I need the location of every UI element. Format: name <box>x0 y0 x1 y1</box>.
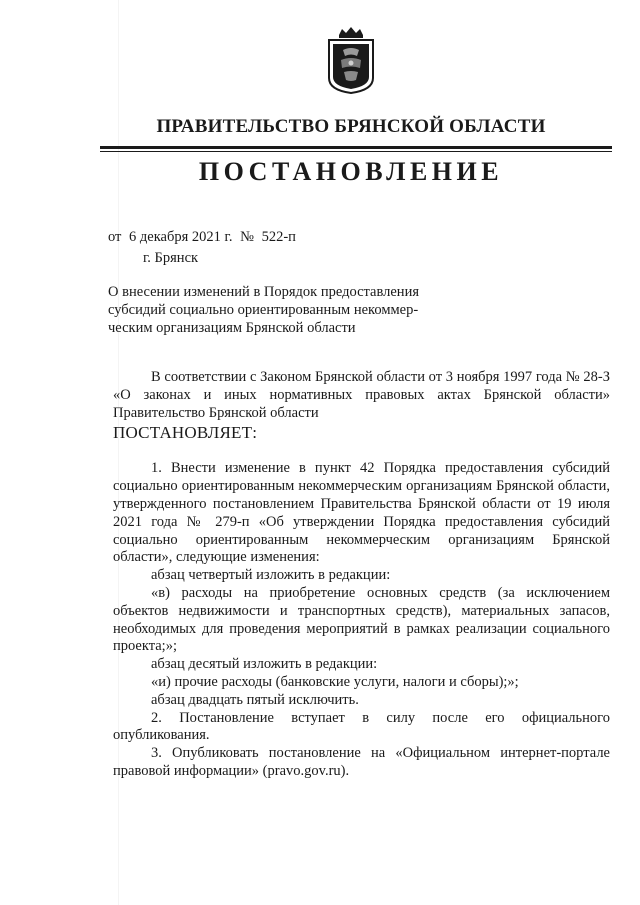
document-body <box>113 369 610 781</box>
subject-line: ческим организациям Брянской области <box>108 320 356 336</box>
header-rule-thin <box>100 151 612 152</box>
item-3-paragraph: 3. Опубликовать постановление на «Официальном интернет-портале правовой информации» (pravo.gov.ru). <box>113 745 610 779</box>
government-name: ПРАВИТЕЛЬСТВО БРЯНСКОЙ ОБЛАСТИ <box>156 116 546 137</box>
number-sign: № <box>240 229 254 245</box>
coat-of-arms-icon <box>326 26 376 94</box>
item-1-b-paragraph: абзац десятый изложить в редакции: <box>151 656 378 673</box>
document-subject <box>108 283 453 337</box>
item-1-a-text: «в) расходы на приобретение основных средств (за исключением объектов недвижимости и транспортных средств), материальных запасов, необходимых для проведения мероприятий в рамках реализации социального проекта;»; <box>113 584 610 655</box>
item-1-c-paragraph: абзац двадцать пятый исключить. <box>151 691 359 708</box>
document-number: 522-п <box>261 229 296 245</box>
item-1-paragraph: 1. Внести изменение в пункт 42 Порядка предоставления субсидий социально ориентированным некоммерческим организациям Брянской области, утвержденного постановлением Правительства Брянской области от 19 июля 2021 года № 279-п «Об утверждении Порядка предоставления субсидий социально ориентированным некоммерческим организациям Брянской области», следующие изменения: <box>113 460 610 566</box>
document-date: 6 декабря 2021 г. <box>129 229 233 245</box>
from-label: от <box>108 229 122 245</box>
subject-line: субсидий социально ориентированным некоммер- <box>108 302 419 318</box>
item-1-a-paragraph: абзац четвертый изложить в редакции: <box>151 567 391 584</box>
resolves-heading: ПОСТАНОВЛЯЕТ: <box>113 423 258 443</box>
preamble-paragraph: В соответствии с Законом Брянской области от 3 ноября 1997 года № 28-З «О законах и иных нормативных правовых актах Брянской области» Правительство Брянской области <box>113 369 610 421</box>
document-city: г. Брянск <box>143 250 199 266</box>
subject-line: О внесении изменений в Порядок предоставления <box>108 284 419 300</box>
item-1-b-text: «и) прочие расходы (банковские услуги, налоги и сборы);»; <box>151 673 519 690</box>
header-rule-thick <box>100 146 612 149</box>
document-date-number <box>108 229 300 246</box>
document-type-title: ПОСТАНОВЛЕНИЕ <box>198 157 504 186</box>
item-2-paragraph: 2. Постановление вступает в силу после его официального опубликования. <box>113 709 610 744</box>
